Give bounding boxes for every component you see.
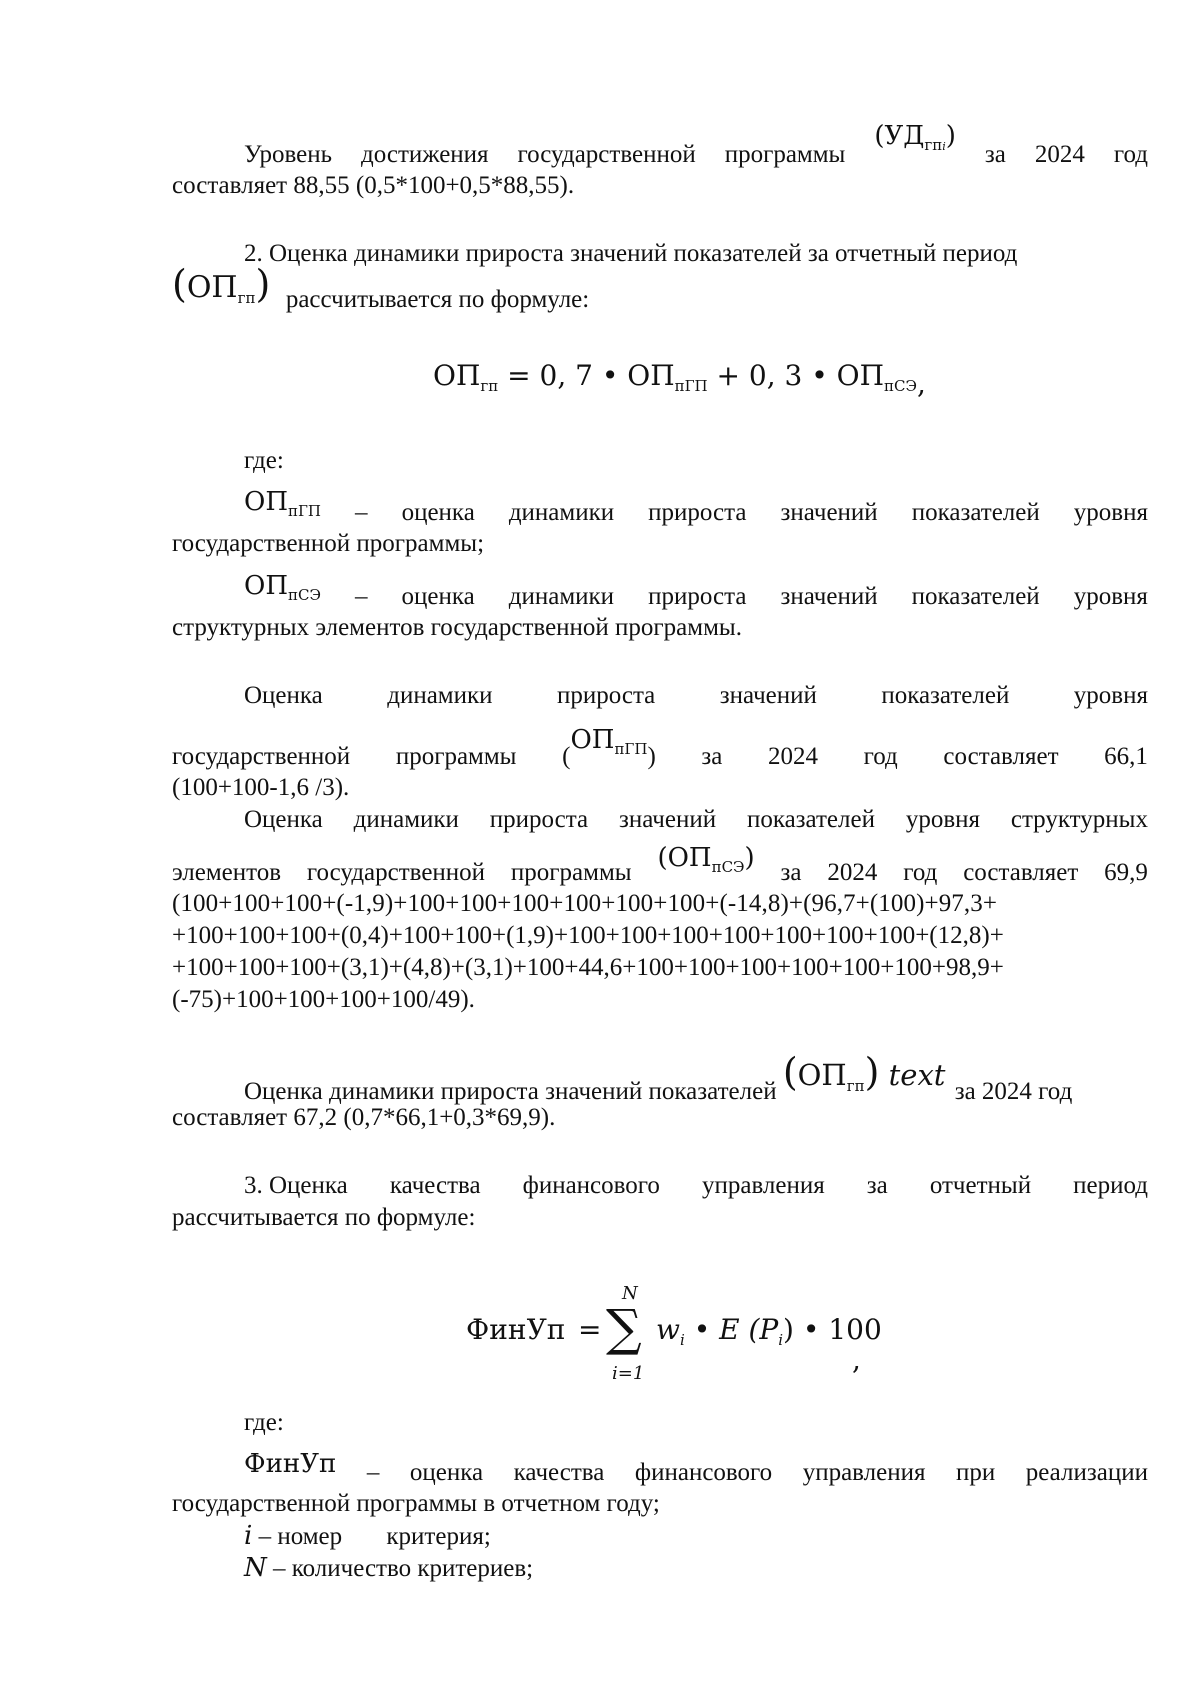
paren-open: (	[562, 743, 571, 770]
word: динамики	[508, 583, 615, 610]
symbol-subscript: гп	[237, 289, 256, 307]
plus: + 0, 3 •	[707, 359, 837, 392]
word: оценка	[409, 1459, 484, 1486]
paren-close: )	[864, 1050, 880, 1094]
paren-close: )	[744, 843, 755, 873]
sum-body	[656, 1314, 882, 1356]
word: прироста	[556, 682, 656, 709]
word: 2024	[827, 859, 878, 886]
word: составляет	[963, 859, 1079, 886]
num: 100	[828, 1313, 882, 1346]
word: структурных	[1010, 806, 1148, 833]
word: прироста	[648, 583, 747, 610]
paren-open: (	[172, 262, 187, 306]
symbol-subscript: пГП	[614, 740, 648, 758]
dot: •	[693, 1313, 711, 1346]
word: программы	[395, 743, 517, 770]
p4-line3: (100+100+100+(-1,9)+100+100+100+100+100+100+(-14,8)+(96,7+(100)+97,3+	[172, 890, 998, 917]
word: –	[354, 583, 368, 610]
symbol-text: ОП	[797, 1058, 847, 1092]
symbol-subscript: пСЭ	[711, 858, 745, 876]
p6-line2: рассчитывается по формуле:	[172, 1204, 476, 1231]
word: уровня	[905, 806, 981, 833]
p5-text2: за 2024 год	[954, 1078, 1073, 1105]
word: оценка	[401, 583, 475, 610]
word: –	[366, 1459, 380, 1486]
sum-bottom: i=1	[612, 1363, 645, 1384]
p5-text1: Оценка динамики прироста значений показателей	[244, 1078, 777, 1105]
word: программы	[724, 141, 846, 168]
word: год	[1113, 141, 1148, 168]
word: показателей	[911, 583, 1040, 610]
sum-sign: ∑	[606, 1299, 642, 1357]
word: финансового	[634, 1459, 773, 1486]
symbol-op-pgp	[570, 725, 648, 758]
sub-index: i	[942, 140, 946, 153]
p3-line3: (100+100-1,6 /3).	[172, 774, 350, 801]
word: динамики	[387, 682, 493, 709]
word: оценка	[401, 499, 475, 526]
word: государственной	[172, 743, 351, 770]
p4-line5: +100+100+100+(3,1)+(4,8)+(3,1)+100+44,6+100+100+100+100+100+100+98,9+	[172, 954, 1004, 981]
def4-line	[244, 1520, 491, 1553]
symbol-finup	[244, 1448, 336, 1480]
formula-finup	[466, 1276, 882, 1386]
p1-line2: составляет 88,55 (0,5*100+0,5*88,55).	[172, 172, 575, 199]
p4-line6: (-75)+100+100+100+100/49).	[172, 986, 475, 1013]
paren-close: )	[255, 262, 271, 306]
eq: =	[578, 1313, 602, 1346]
word: значений	[618, 806, 717, 833]
word: 2024	[1034, 141, 1085, 168]
p3-line1	[244, 680, 1148, 712]
symbol-op-pse	[244, 570, 321, 611]
word: управления	[701, 1172, 825, 1199]
sub-text: гп	[924, 136, 943, 154]
symbol-op-pgp	[244, 486, 321, 527]
word: динамики	[353, 806, 459, 833]
symbol-N: N	[244, 1553, 267, 1583]
def4-text: – номер	[258, 1523, 343, 1550]
symbol-text: ОП	[244, 571, 288, 601]
word: государственной	[517, 141, 696, 168]
lhs: ФинУп	[466, 1313, 566, 1346]
word: год	[903, 859, 938, 886]
def2-line2: структурных элементов государственной программы.	[172, 614, 742, 641]
word: составляет	[943, 743, 1059, 770]
word: программы	[510, 859, 632, 886]
symbol-ud-gp	[874, 120, 956, 163]
word: финансового	[522, 1172, 660, 1199]
w-sub: i	[679, 1331, 685, 1349]
p5-line2: составляет 67,2 (0,7*66,1+0,3*69,9).	[172, 1104, 556, 1131]
word: элементов	[172, 859, 282, 886]
word: отчетный	[929, 1172, 1032, 1199]
symbol-op-pse	[657, 843, 755, 876]
sum-top: N	[622, 1283, 638, 1304]
word: реализации	[1025, 1459, 1148, 1486]
symbol-subscript	[924, 136, 945, 154]
symbol-i: i	[244, 1521, 253, 1551]
word: за	[780, 859, 802, 886]
paren-close: )	[647, 743, 656, 770]
word: при	[956, 1459, 996, 1486]
word: за	[701, 743, 723, 770]
word: уровня	[1073, 682, 1148, 709]
formula-op-gp	[433, 360, 926, 402]
word: государственной	[306, 859, 486, 886]
w: w	[656, 1313, 680, 1346]
def5-text: – количество критериев;	[273, 1555, 534, 1582]
word: за	[984, 141, 1006, 168]
def3-line1	[244, 1449, 1148, 1489]
symbol-op-gp	[172, 262, 280, 307]
word: 3. Оценка	[244, 1172, 348, 1199]
comma: ,	[852, 1343, 861, 1376]
where-label: где:	[244, 1409, 284, 1436]
symbol-op-pgp-group	[562, 725, 656, 781]
word: год	[863, 743, 898, 770]
word: уровня	[1073, 499, 1148, 526]
word: показателей	[746, 806, 875, 833]
E: E	[719, 1313, 740, 1346]
word: качества	[389, 1172, 481, 1199]
where-label: где:	[244, 447, 284, 474]
word: –	[355, 499, 368, 526]
P-sub: i	[778, 1331, 784, 1349]
italic-text: text	[888, 1058, 946, 1092]
def4-text2: критерия;	[386, 1523, 491, 1550]
word: 69,9	[1104, 859, 1148, 886]
term2-sub: пСЭ	[884, 377, 917, 395]
p2-line2	[172, 262, 590, 314]
term1-sub: пГП	[674, 377, 708, 395]
word: динамики	[508, 499, 615, 526]
symbol-subscript: гп	[846, 1077, 865, 1095]
p6-line1	[244, 1170, 1148, 1202]
symbol-text: (УД	[874, 121, 925, 151]
P-close: )	[783, 1313, 794, 1346]
symbol-subscript: пГП	[288, 502, 322, 520]
p2-text: рассчитывается по формуле:	[285, 286, 590, 313]
P: (P	[748, 1313, 779, 1346]
word: Оценка	[244, 682, 323, 709]
word: период	[1073, 1172, 1148, 1199]
eq: = 0, 7 •	[507, 359, 628, 392]
symbol-op-gp	[782, 1050, 955, 1095]
p2-line1: 2. Оценка динамики прироста значений показателей за отчетный период	[244, 240, 1018, 267]
word: значений	[780, 499, 878, 526]
symbol-subscript: пСЭ	[288, 586, 321, 604]
word: значений	[719, 682, 817, 709]
symbol-paren: )	[945, 121, 956, 151]
word: 66,1	[1104, 743, 1148, 770]
word: Уровень	[244, 141, 333, 168]
lhs-sub: гп	[480, 377, 499, 395]
word: Оценка	[244, 806, 323, 833]
symbol-text: (ОП	[657, 843, 712, 873]
word: достижения	[361, 141, 489, 168]
def1-line2: государственной программы;	[172, 530, 485, 557]
p4-line1	[244, 804, 1148, 836]
def3-line2: государственной программы в отчетном году;	[172, 1490, 660, 1517]
paren-open: (	[782, 1050, 798, 1094]
word: качества	[513, 1459, 605, 1486]
word: прироста	[648, 499, 747, 526]
dot: •	[802, 1313, 820, 1346]
term2: ОП	[836, 359, 885, 392]
term1: ОП	[627, 359, 675, 392]
comma: ,	[916, 367, 926, 400]
word: значений	[780, 583, 878, 610]
word: уровня	[1073, 583, 1148, 610]
word: 2024	[768, 743, 819, 770]
word: за	[866, 1172, 888, 1199]
symbol-text: ОП	[570, 725, 615, 755]
symbol-text: ФинУп	[244, 1449, 337, 1479]
word: показателей	[911, 499, 1040, 526]
word: показателей	[881, 682, 1010, 709]
symbol-text: ОП	[186, 270, 238, 305]
word: управления	[802, 1459, 926, 1486]
lhs: ОП	[433, 359, 481, 392]
def5-line	[244, 1552, 533, 1585]
symbol-text: ОП	[244, 487, 288, 517]
p4-line4: +100+100+100+(0,4)+100+100+(1,9)+100+100+100+100+100+100+100+(12,8)+	[172, 922, 1004, 949]
word: прироста	[489, 806, 589, 833]
